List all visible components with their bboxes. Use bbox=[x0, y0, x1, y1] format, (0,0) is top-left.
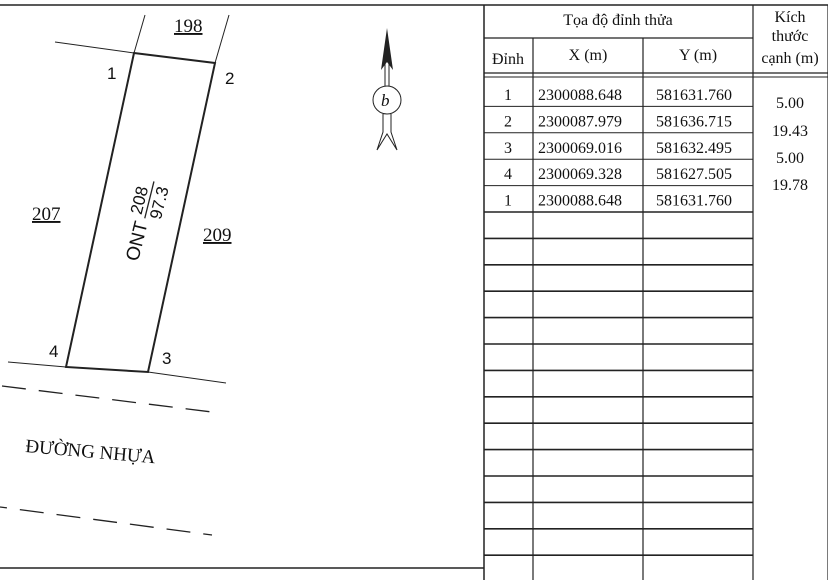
col-header-y: Y (m) bbox=[678, 47, 718, 64]
north-arrow-icon bbox=[373, 28, 401, 150]
table-cell-vertex: 1 bbox=[504, 87, 512, 104]
table-cell-vertex: 3 bbox=[504, 139, 512, 157]
table-cell-x: 2300088.648 bbox=[538, 87, 622, 104]
road-label: ĐƯỜNG NHỰA bbox=[24, 436, 157, 469]
edge-length: 5.00 bbox=[776, 95, 804, 112]
vertex-label: 3 bbox=[162, 349, 172, 368]
table-cell-x: 2300069.016 bbox=[538, 139, 622, 157]
vertex-label: 1 bbox=[107, 64, 117, 83]
edge-length: 5.00 bbox=[776, 150, 804, 167]
col-header-size: Kích bbox=[774, 9, 806, 26]
table-cell-y: 581631.760 bbox=[656, 87, 732, 104]
table-cell-vertex: 4 bbox=[504, 166, 512, 184]
table-cell-x: 2300088.648 bbox=[538, 192, 622, 210]
neighbor-parcel-209: 209 bbox=[203, 225, 232, 246]
table-cell-y: 581631.760 bbox=[656, 192, 732, 210]
edge-length: 19.78 bbox=[772, 177, 808, 194]
road-edge-dashed bbox=[2, 386, 212, 412]
vertex-label: 2 bbox=[225, 69, 235, 88]
parcel-area: 97.3 bbox=[146, 184, 173, 222]
neighbor-parcel-207: 207 bbox=[32, 204, 61, 225]
neighbor-parcel-198: 198 bbox=[174, 16, 203, 37]
table-cell-y: 581627.505 bbox=[656, 166, 732, 184]
group-header: Tọa độ đỉnh thửa bbox=[563, 12, 673, 29]
col-header-x: X (m) bbox=[568, 47, 608, 64]
parcel-number: 208 bbox=[126, 184, 153, 217]
edge-length: 19.43 bbox=[772, 123, 808, 140]
table-cell-vertex: 2 bbox=[504, 113, 512, 131]
table-cell-y: 581632.495 bbox=[656, 139, 732, 157]
coordinate-table bbox=[484, 5, 828, 580]
col-header-size: cạnh (m) bbox=[761, 50, 819, 67]
road-edge-dashed bbox=[0, 507, 212, 535]
col-header-vertex: Đỉnh bbox=[492, 51, 524, 68]
table-cell-x: 2300087.979 bbox=[538, 113, 622, 131]
table-cell-x: 2300069.328 bbox=[538, 166, 622, 184]
col-header-size: thước bbox=[771, 28, 809, 45]
parcel-label bbox=[116, 177, 174, 266]
north-arrow-letter: b bbox=[381, 91, 390, 110]
parcel-map bbox=[0, 15, 234, 535]
table-cell-vertex: 1 bbox=[504, 192, 512, 210]
table-cell-y: 581636.715 bbox=[656, 113, 732, 131]
vertex-label: 4 bbox=[49, 342, 59, 361]
parcel-code: ONT bbox=[122, 219, 153, 264]
